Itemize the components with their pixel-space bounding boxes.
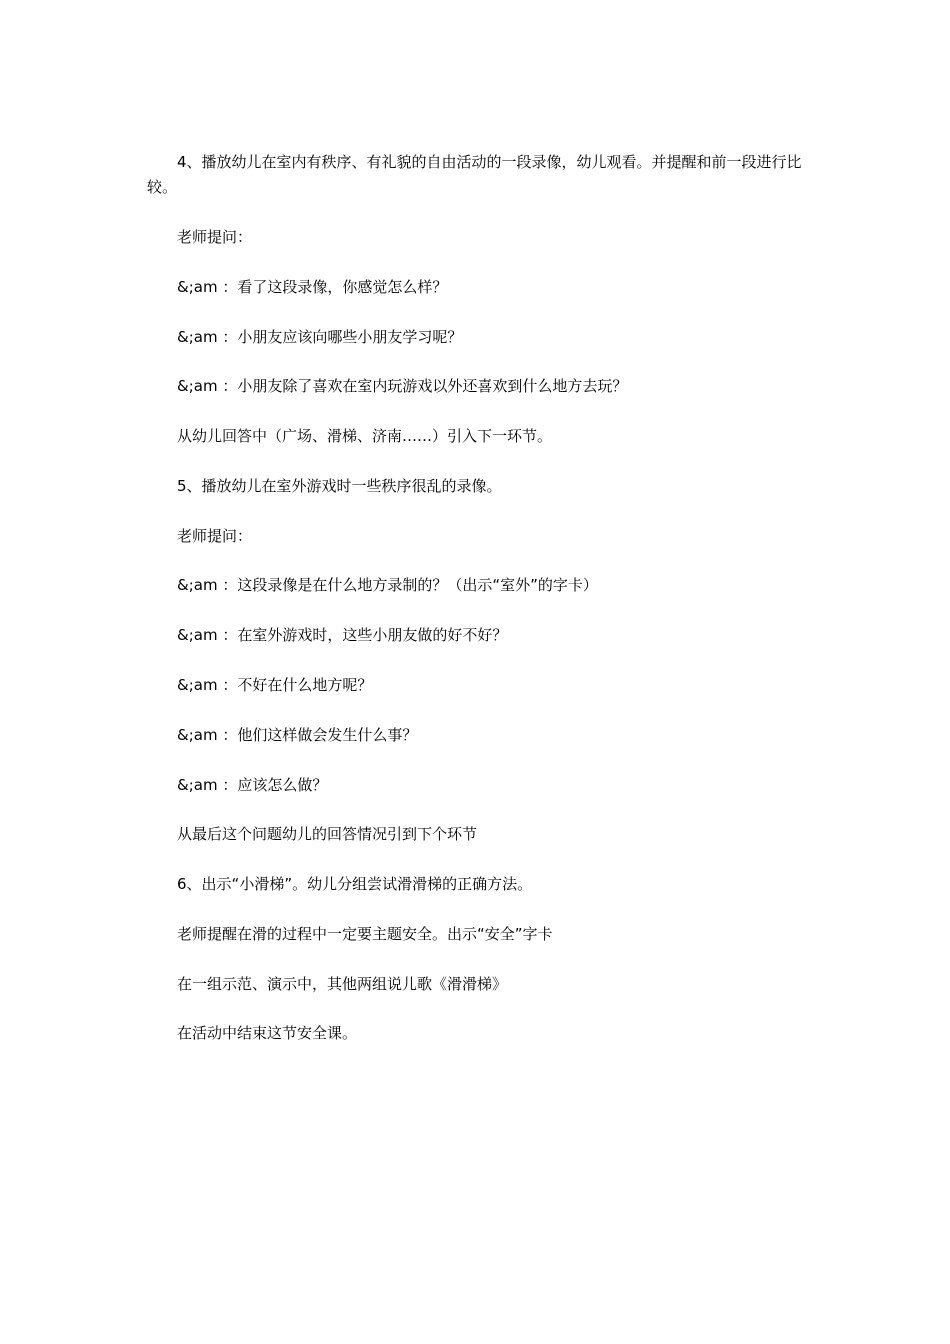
paragraph-demonstration: 在一组示范、演示中，其他两组说儿歌《滑滑梯》	[177, 975, 508, 993]
paragraph-question: &;am ：这段录像是在什么地方录制的？（出示“室外”的字卡）	[177, 576, 598, 594]
paragraph-transition: 从最后这个问题幼儿的回答情况引到下个环节	[177, 825, 478, 843]
paragraph-question: &;am ：小朋友应该向哪些小朋友学习呢？	[177, 328, 463, 346]
paragraph-question: &;am ：在室外游戏时，这些小朋友做的好不好？	[177, 626, 508, 644]
paragraph-question: &;am ：应该怎么做？	[177, 776, 328, 794]
paragraph-step-6: 6、出示“小滑梯”。幼儿分组尝试滑滑梯的正确方法。	[177, 875, 533, 893]
paragraph-question: &;am ：看了这段录像，你感觉怎么样？	[177, 278, 448, 296]
paragraph-step-4: 4、播放幼儿在室内有秩序、有礼貌的自由活动的一段录像，幼儿观看。并提醒和前一段进行比较。	[147, 153, 802, 196]
paragraph-question: &;am ：不好在什么地方呢？	[177, 676, 373, 694]
paragraph-question: &;am ：小朋友除了喜欢在室内玩游戏以外还喜欢到什么地方去玩？	[177, 377, 628, 395]
paragraph-question: &;am ：他们这样做会发生什么事？	[177, 726, 418, 744]
paragraph-step-5: 5、播放幼儿在室外游戏时一些秩序很乱的录像。	[177, 477, 502, 495]
paragraph-transition: 从幼儿回答中（广场、滑梯、济南……）引入下一环节。	[177, 427, 553, 445]
paragraph-teacher-question: 老师提问：	[177, 527, 253, 545]
paragraph-teacher-question: 老师提问：	[177, 228, 253, 246]
paragraph-safety-reminder: 老师提醒在滑的过程中一定要主题安全。出示“安全”字卡	[177, 925, 553, 943]
paragraph-conclusion: 在活动中结束这节安全课。	[177, 1024, 358, 1042]
